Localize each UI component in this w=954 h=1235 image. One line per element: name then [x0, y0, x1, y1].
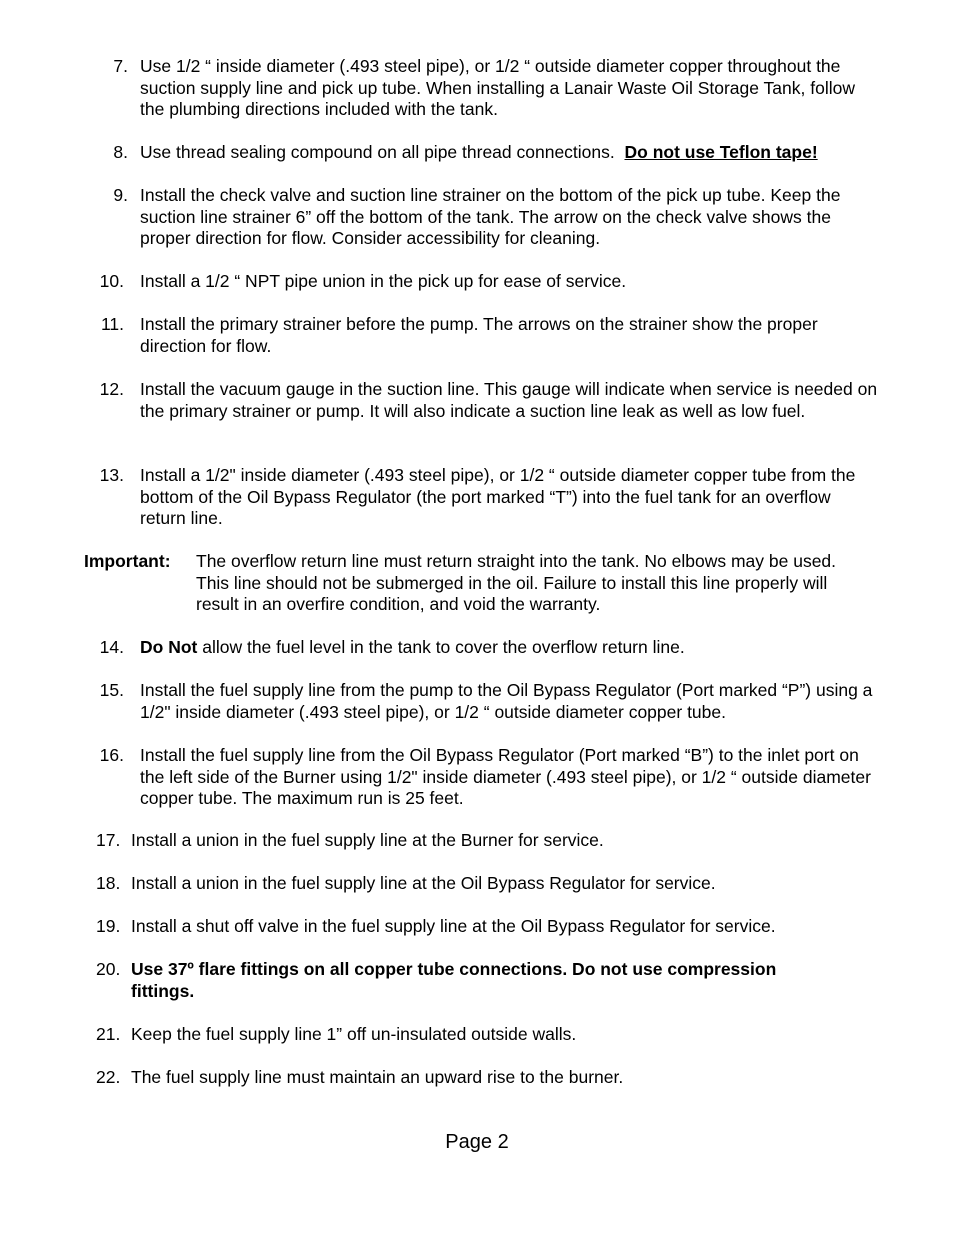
item-number: 14.: [99, 637, 124, 657]
item-number: 17.: [96, 830, 121, 850]
item-number: 11.: [100, 314, 124, 334]
item-number: 8.: [113, 142, 128, 162]
item-text: Install the fuel supply line from the Oil Bypass Regulator (Port marked “B”) to the inlet port on the left side of the Burner using 1/2" inside diameter (.493 steel pipe), or 1/2 “ outside diameter copper tube. The maximum run is 25 feet.: [140, 745, 871, 809]
item-text: Install a union in the fuel supply line at the Burner for service.: [131, 830, 604, 850]
item-text-main: Use thread sealing compound on all pipe thread connections.: [140, 142, 615, 162]
item-text: Install the check valve and suction line strainer on the bottom of the pick up tube. Keep the suction line strainer 6” off the bottom of the tank. The arrow on the check valve shows the proper direction for flow. Consider accessibility for cleaning.: [140, 185, 841, 249]
item-number: 19.: [96, 916, 121, 936]
item-number: 21.: [96, 1024, 121, 1044]
item-number: 15.: [99, 680, 124, 700]
item-text: Install the primary strainer before the pump. The arrows on the strainer show the proper direction for flow.: [140, 314, 818, 356]
item-text: Install the vacuum gauge in the suction line. This gauge will indicate when service is needed on the primary strainer or pump. It will also indicate a suction line leak as well as low fuel.: [140, 379, 878, 421]
do-not-emphasis: Do Not: [140, 637, 198, 657]
item-text: Use 1/2 “ inside diameter (.493 steel pipe), or 1/2 “ outside diameter copper throughout the suction supply line and pick up tube. When installing a Lanair Waste Oil Storage Tank, follow the plumbing directions included with the tank.: [140, 56, 855, 120]
item-number: 12.: [99, 379, 124, 399]
item-text: Keep the fuel supply line 1” off un-insulated outside walls.: [131, 1024, 577, 1044]
item-number: 7.: [113, 56, 128, 76]
item-number: 22.: [96, 1067, 121, 1087]
item-text: Install a 1/2 “ NPT pipe union in the pick up for ease of service.: [140, 271, 627, 291]
item-text: [140, 142, 880, 164]
item-text: Use 37º flare fittings on all copper tube connections. Do not use compression fittings.: [131, 959, 777, 1001]
item-number: 13.: [99, 465, 124, 485]
item-number: 20.: [96, 959, 121, 979]
item-text: Install the fuel supply line from the pump to the Oil Bypass Regulator (Port marked “P”) using a 1/2" inside diameter (.493 steel pipe), or 1/2 “ outside diameter copper tube.: [140, 680, 873, 722]
item-number: 10.: [99, 271, 124, 291]
item-number: 18.: [96, 873, 121, 893]
item-text: Install a 1/2" inside diameter (.493 steel pipe), or 1/2 “ outside diameter copper tube from the bottom of the Oil Bypass Regulator (the port marked “T”) into the fuel tank for an overflow return line.: [140, 465, 856, 529]
important-label: Important:: [84, 551, 171, 571]
important-text: The overflow return line must return straight into the tank. No elbows may be used. This line should not be submerged in the oil. Failure to install this line properly will result in an overfire condition, and void the warranty.: [196, 551, 837, 615]
teflon-warning: Do not use Teflon tape!: [624, 142, 818, 162]
item-text: [140, 637, 880, 659]
page-number: Page 2: [445, 1131, 509, 1153]
item-text-rest: allow the fuel level in the tank to cover the overflow return line.: [197, 637, 685, 657]
item-number: 9.: [113, 185, 128, 205]
item-text: The fuel supply line must maintain an upward rise to the burner.: [131, 1067, 624, 1087]
item-text: Install a union in the fuel supply line at the Oil Bypass Regulator for service.: [131, 873, 716, 893]
item-number: 16.: [99, 745, 124, 765]
item-text: Install a shut off valve in the fuel supply line at the Oil Bypass Regulator for service.: [131, 916, 776, 936]
